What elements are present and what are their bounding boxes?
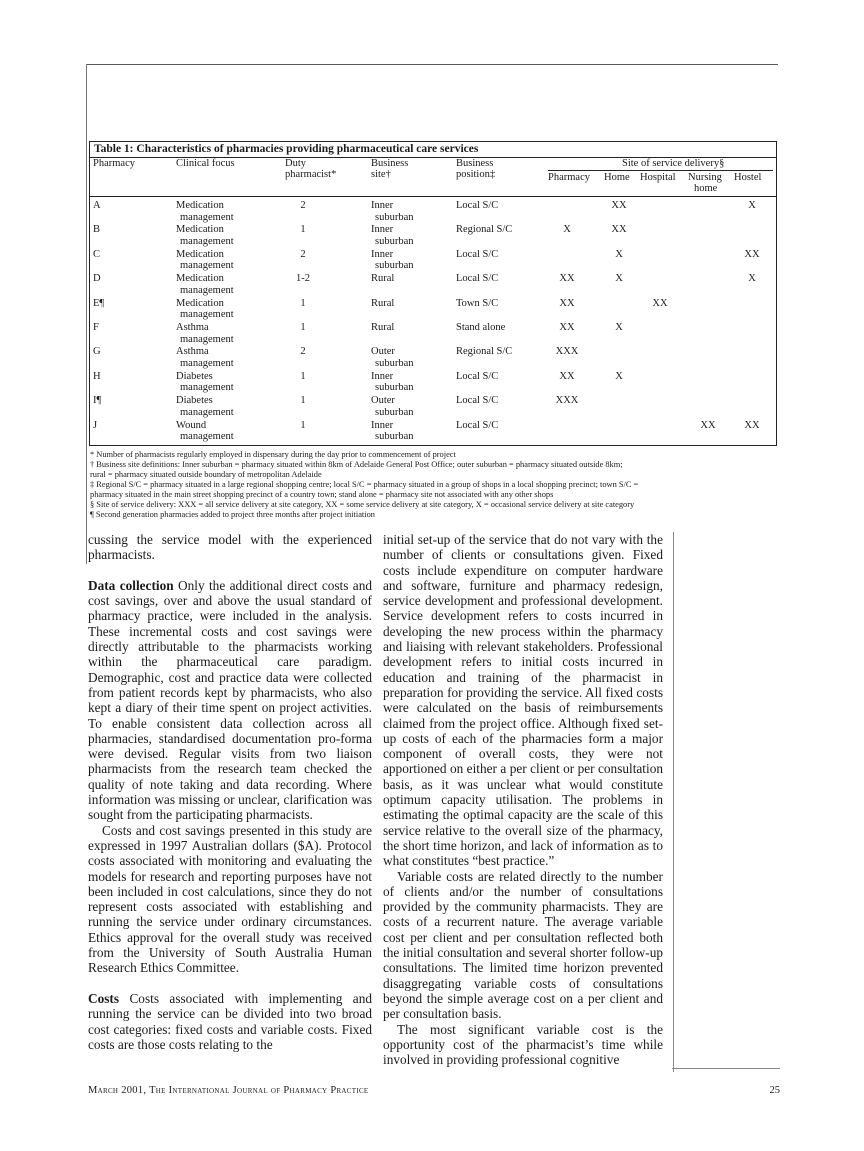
- table-cell-focus2: management: [180, 309, 234, 321]
- table-cell-position: Local S/C: [456, 370, 499, 382]
- table-cell-focus1: Asthma: [176, 322, 209, 333]
- header-duty-2: pharmacist*: [285, 169, 337, 180]
- footnote: pharmacy situated in the main street shopping precinct of a country town; stand alone = pharmacy site not associated with any other shops: [90, 490, 554, 499]
- section-heading: Data collection: [88, 577, 174, 593]
- table-cell-focus2: management: [180, 284, 234, 296]
- paragraph: Variable costs are related directly to the number of clients and/or the number of consultations provided by the community pharmacists. They are costs of a recurrent nature. The average variable cost per client and per consultation reflected both the initial consultation and several shorter follow-up consultations. The limited time horizon prevented disaggregating variable costs of consultations beyond the simple average cost on a per client and per consultation basis.: [383, 868, 663, 1022]
- table-cell-site1: Inner: [371, 224, 394, 236]
- table-footnotes: [90, 450, 780, 520]
- header-site-of-service: Site of service delivery§: [622, 158, 725, 169]
- header-pharmacy: Pharmacy: [93, 158, 135, 169]
- table-cell-position: Regional S/C: [456, 224, 513, 236]
- footnote: § Site of service delivery: XXX = all service delivery at site category, XX = some service delivery at site category, X = occasional service delivery at site category: [90, 500, 635, 509]
- table-cell-duty: 1: [300, 419, 306, 431]
- top-rule: [86, 64, 778, 65]
- footnote: † Business site definitions: Inner suburban = pharmacy situated within 8km of Adelaide General Post Office; outer suburban = pharmacy situated outside 8km;: [90, 460, 623, 469]
- table-cell-focus1: Medication: [176, 273, 224, 285]
- paragraph: The most significant variable cost is the opportunity cost of the pharmacist’s time while involved in providing professional cognitive: [383, 1021, 663, 1068]
- table-cell-site1: Inner: [371, 419, 394, 431]
- table-cell-site1: Outer: [371, 395, 395, 407]
- table-cell-id: I¶: [93, 395, 102, 407]
- table-cell-id: D: [93, 273, 101, 285]
- paragraph: Data collection Only the additional direct costs and cost savings, over and above the usual standard of pharmacy practice, were included in the analysis. These incremental costs and cost savings were directly attributable to the pharmacists working within the pharmaceutical care paradigm. Demographic, cost and practice data were collected from patient records kept by pharmacists, who also kept a diary of their time spent on project activities. To enable consistent data collection across all pharmacies, standardised documentation pro-forma were devised. Regular visits from two liaison pharmacists from the research team checked the quality of note taking and data recording. Where information was missing or unclear, clarification was sought from the participating pharmacists.: [88, 577, 372, 823]
- table-cell-focus2: management: [180, 406, 234, 418]
- subheader-nursing: Nursing: [688, 172, 722, 183]
- table-cell-hostel: XX: [744, 419, 760, 431]
- footnote: ‡ Regional S/C = pharmacy situated in a large regional shopping centre; local S/C = pharmacy situated in a group of shops in a local shopping precinct; town S/C =: [90, 480, 639, 489]
- header-rule: [90, 196, 776, 197]
- table-cell-id: A: [93, 200, 101, 211]
- table-cell-duty: 2: [300, 200, 306, 211]
- subheader-hospital: Hospital: [640, 172, 676, 183]
- table-cell-focus1: Diabetes: [176, 395, 213, 407]
- header-clinical-focus: Clinical focus: [176, 158, 235, 169]
- site-header-rule: [548, 170, 773, 171]
- bottom-rule: [672, 1068, 780, 1069]
- table-cell-id: C: [93, 248, 101, 260]
- header-duty: Duty: [285, 158, 306, 169]
- table-cell-site1: Inner: [371, 200, 394, 211]
- table-cell-pharmacy: XX: [559, 297, 575, 309]
- table-cell-focus1: Medication: [176, 224, 224, 236]
- table-cell-duty: 1: [300, 297, 306, 309]
- table-cell-home: X: [615, 248, 623, 260]
- table-cell-site2: suburban: [375, 235, 414, 247]
- subheader-hostel: Hostel: [734, 172, 762, 183]
- paragraph: Costs and cost savings presented in this study are expressed in 1997 Australian dollars ($A). Protocol costs associated with monitoring and evaluating the models for research and reporting purposes have not been included in cost calculations, since they do not represent costs associated with establishing and running the service under ordinary circumstances. Ethics approval for the overall study was received from the University of South Australia Human Research Ethics Committee.: [88, 822, 372, 976]
- table-cell-site2: suburban: [375, 431, 414, 443]
- table-cell-site1: Rural: [371, 273, 395, 285]
- table-cell-id: F: [93, 322, 99, 333]
- table-cell-focus2: management: [180, 235, 234, 247]
- table-cell-focus2: management: [180, 260, 234, 272]
- characteristics-table: [89, 141, 777, 446]
- table-cell-duty: 1: [300, 370, 306, 382]
- left-text-column: [88, 532, 372, 1052]
- table-cell-position: Local S/C: [456, 248, 499, 260]
- table-cell-duty: 2: [300, 248, 306, 260]
- table-cell-pharmacy: XX: [559, 273, 575, 285]
- table-cell-focus2: management: [180, 382, 234, 394]
- table-cell-id: G: [93, 346, 101, 358]
- table-cell-focus1: Diabetes: [176, 370, 213, 382]
- table-cell-focus2: management: [180, 333, 234, 345]
- table-cell-position: Local S/C: [456, 273, 499, 285]
- table-cell-home: X: [615, 322, 623, 333]
- table-cell-pharmacy: XXX: [555, 395, 579, 407]
- table-cell-site1: Inner: [371, 248, 394, 260]
- table-cell-position: Local S/C: [456, 200, 499, 211]
- table-cell-id: E¶: [93, 297, 105, 309]
- header-business-position-2: position‡: [456, 169, 496, 180]
- table-caption: Table 1: Characteristics of pharmacies providing pharmaceutical care services: [94, 143, 479, 155]
- table-cell-duty: 1: [300, 395, 306, 407]
- table-cell-home: X: [615, 370, 623, 382]
- table-cell-home: XX: [611, 200, 627, 211]
- header-business-position: Business: [456, 158, 494, 169]
- table-cell-id: H: [93, 370, 101, 382]
- footnote: rural = pharmacy situated outside boundary of metropolitan Adelaide: [90, 470, 322, 479]
- footnote: * Number of pharmacists regularly employed in dispensary during the day prior to commencement of project: [90, 450, 456, 459]
- table-cell-id: B: [93, 224, 101, 236]
- paragraph: cussing the service model with the experienced pharmacists.: [88, 532, 372, 563]
- table-cell-focus1: Asthma: [176, 346, 209, 358]
- table-cell-site2: suburban: [375, 382, 414, 394]
- table-cell-focus2: management: [180, 431, 234, 443]
- subheader-home: Home: [604, 172, 630, 183]
- table-cell-duty: 1: [300, 224, 306, 236]
- table-cell-id: J: [93, 419, 98, 431]
- journal-citation: March 2001, The International Journal of Pharmacy Practice: [88, 1085, 369, 1096]
- table-cell-position: Stand alone: [456, 322, 506, 333]
- table-cell-nursing: XX: [700, 419, 716, 431]
- table-cell-hostel: XX: [744, 248, 760, 260]
- table-cell-site2: suburban: [375, 406, 414, 418]
- table-cell-hostel: X: [748, 273, 756, 285]
- table-cell-focus2: management: [180, 211, 234, 223]
- right-text-column: [383, 532, 663, 1067]
- table-cell-duty: 1-2: [296, 273, 310, 285]
- table-cell-pharmacy: XX: [559, 322, 575, 333]
- table-cell-focus2: management: [180, 357, 234, 369]
- table-cell-hostel: X: [748, 200, 756, 211]
- table-cell-home: XX: [611, 224, 627, 236]
- header-business-site: Business: [371, 158, 409, 169]
- table-cell-position: Town S/C: [456, 297, 499, 309]
- table-cell-home: X: [615, 273, 623, 285]
- table-cell-site1: Rural: [371, 322, 395, 333]
- table-cell-duty: 2: [300, 346, 306, 358]
- paragraph: Costs Costs associated with implementing and running the service can be divided into two broad cost categories: fixed costs and variable costs. Fixed costs are those costs relating to the: [88, 990, 372, 1052]
- table-cell-focus1: Medication: [176, 248, 224, 260]
- table-cell-hospital: XX: [652, 297, 668, 309]
- column-rule: [673, 532, 674, 1072]
- table-cell-site2: suburban: [375, 260, 414, 272]
- footnote: ¶ Second generation pharmacies added to project three months after project initiation: [90, 510, 375, 519]
- table-cell-pharmacy: XXX: [555, 346, 579, 358]
- table-cell-duty: 1: [300, 322, 306, 333]
- table-cell-position: Local S/C: [456, 395, 499, 407]
- table-cell-focus1: Wound: [176, 419, 207, 431]
- table-cell-site1: Inner: [371, 370, 394, 382]
- left-margin-rule: [86, 64, 87, 564]
- header-business-site-2: site†: [371, 169, 391, 180]
- table-cell-site2: suburban: [375, 211, 414, 223]
- table-cell-site1: Rural: [371, 297, 395, 309]
- table-cell-position: Regional S/C: [456, 346, 513, 358]
- table-cell-pharmacy: XX: [559, 370, 575, 382]
- table-cell-focus1: Medication: [176, 297, 224, 309]
- table-cell-site1: Outer: [371, 346, 395, 358]
- table-cell-site2: suburban: [375, 357, 414, 369]
- table-cell-focus1: Medication: [176, 200, 224, 211]
- subheader-nursing-2: home: [694, 183, 718, 194]
- subheader-pharmacy: Pharmacy: [548, 172, 590, 183]
- table-cell-pharmacy: X: [563, 224, 571, 236]
- table-cell-position: Local S/C: [456, 419, 499, 431]
- paragraph: initial set-up of the service that do not vary with the number of clients or consultations given. Fixed costs include expenditure on computer hardware and software, furniture and pharmacy redesign, service development and professional development. Service development refers to costs incurred in developing the new process within the pharmacy and liaising with relevant stakeholders. Professional development refers to initial costs incurred in education and training of the pharmacist in preparation for providing the service. All fixed costs were calculated on the basis of reimbursements claimed from the project office. Although fixed set-up costs of each of the pharmacies form a major component of overall costs, they were not apportioned on either a per client or per consultation basis, as it was unclear what would constitute optimum capacity utilisation. The problems in estimating the optimal capacity are the scale of this service relative to the overall size of the pharmacy, the short time horizon, and lack of information as to what constitutes “best practice.”: [383, 532, 663, 869]
- section-heading: Costs: [88, 990, 120, 1006]
- page-number: 25: [769, 1085, 780, 1096]
